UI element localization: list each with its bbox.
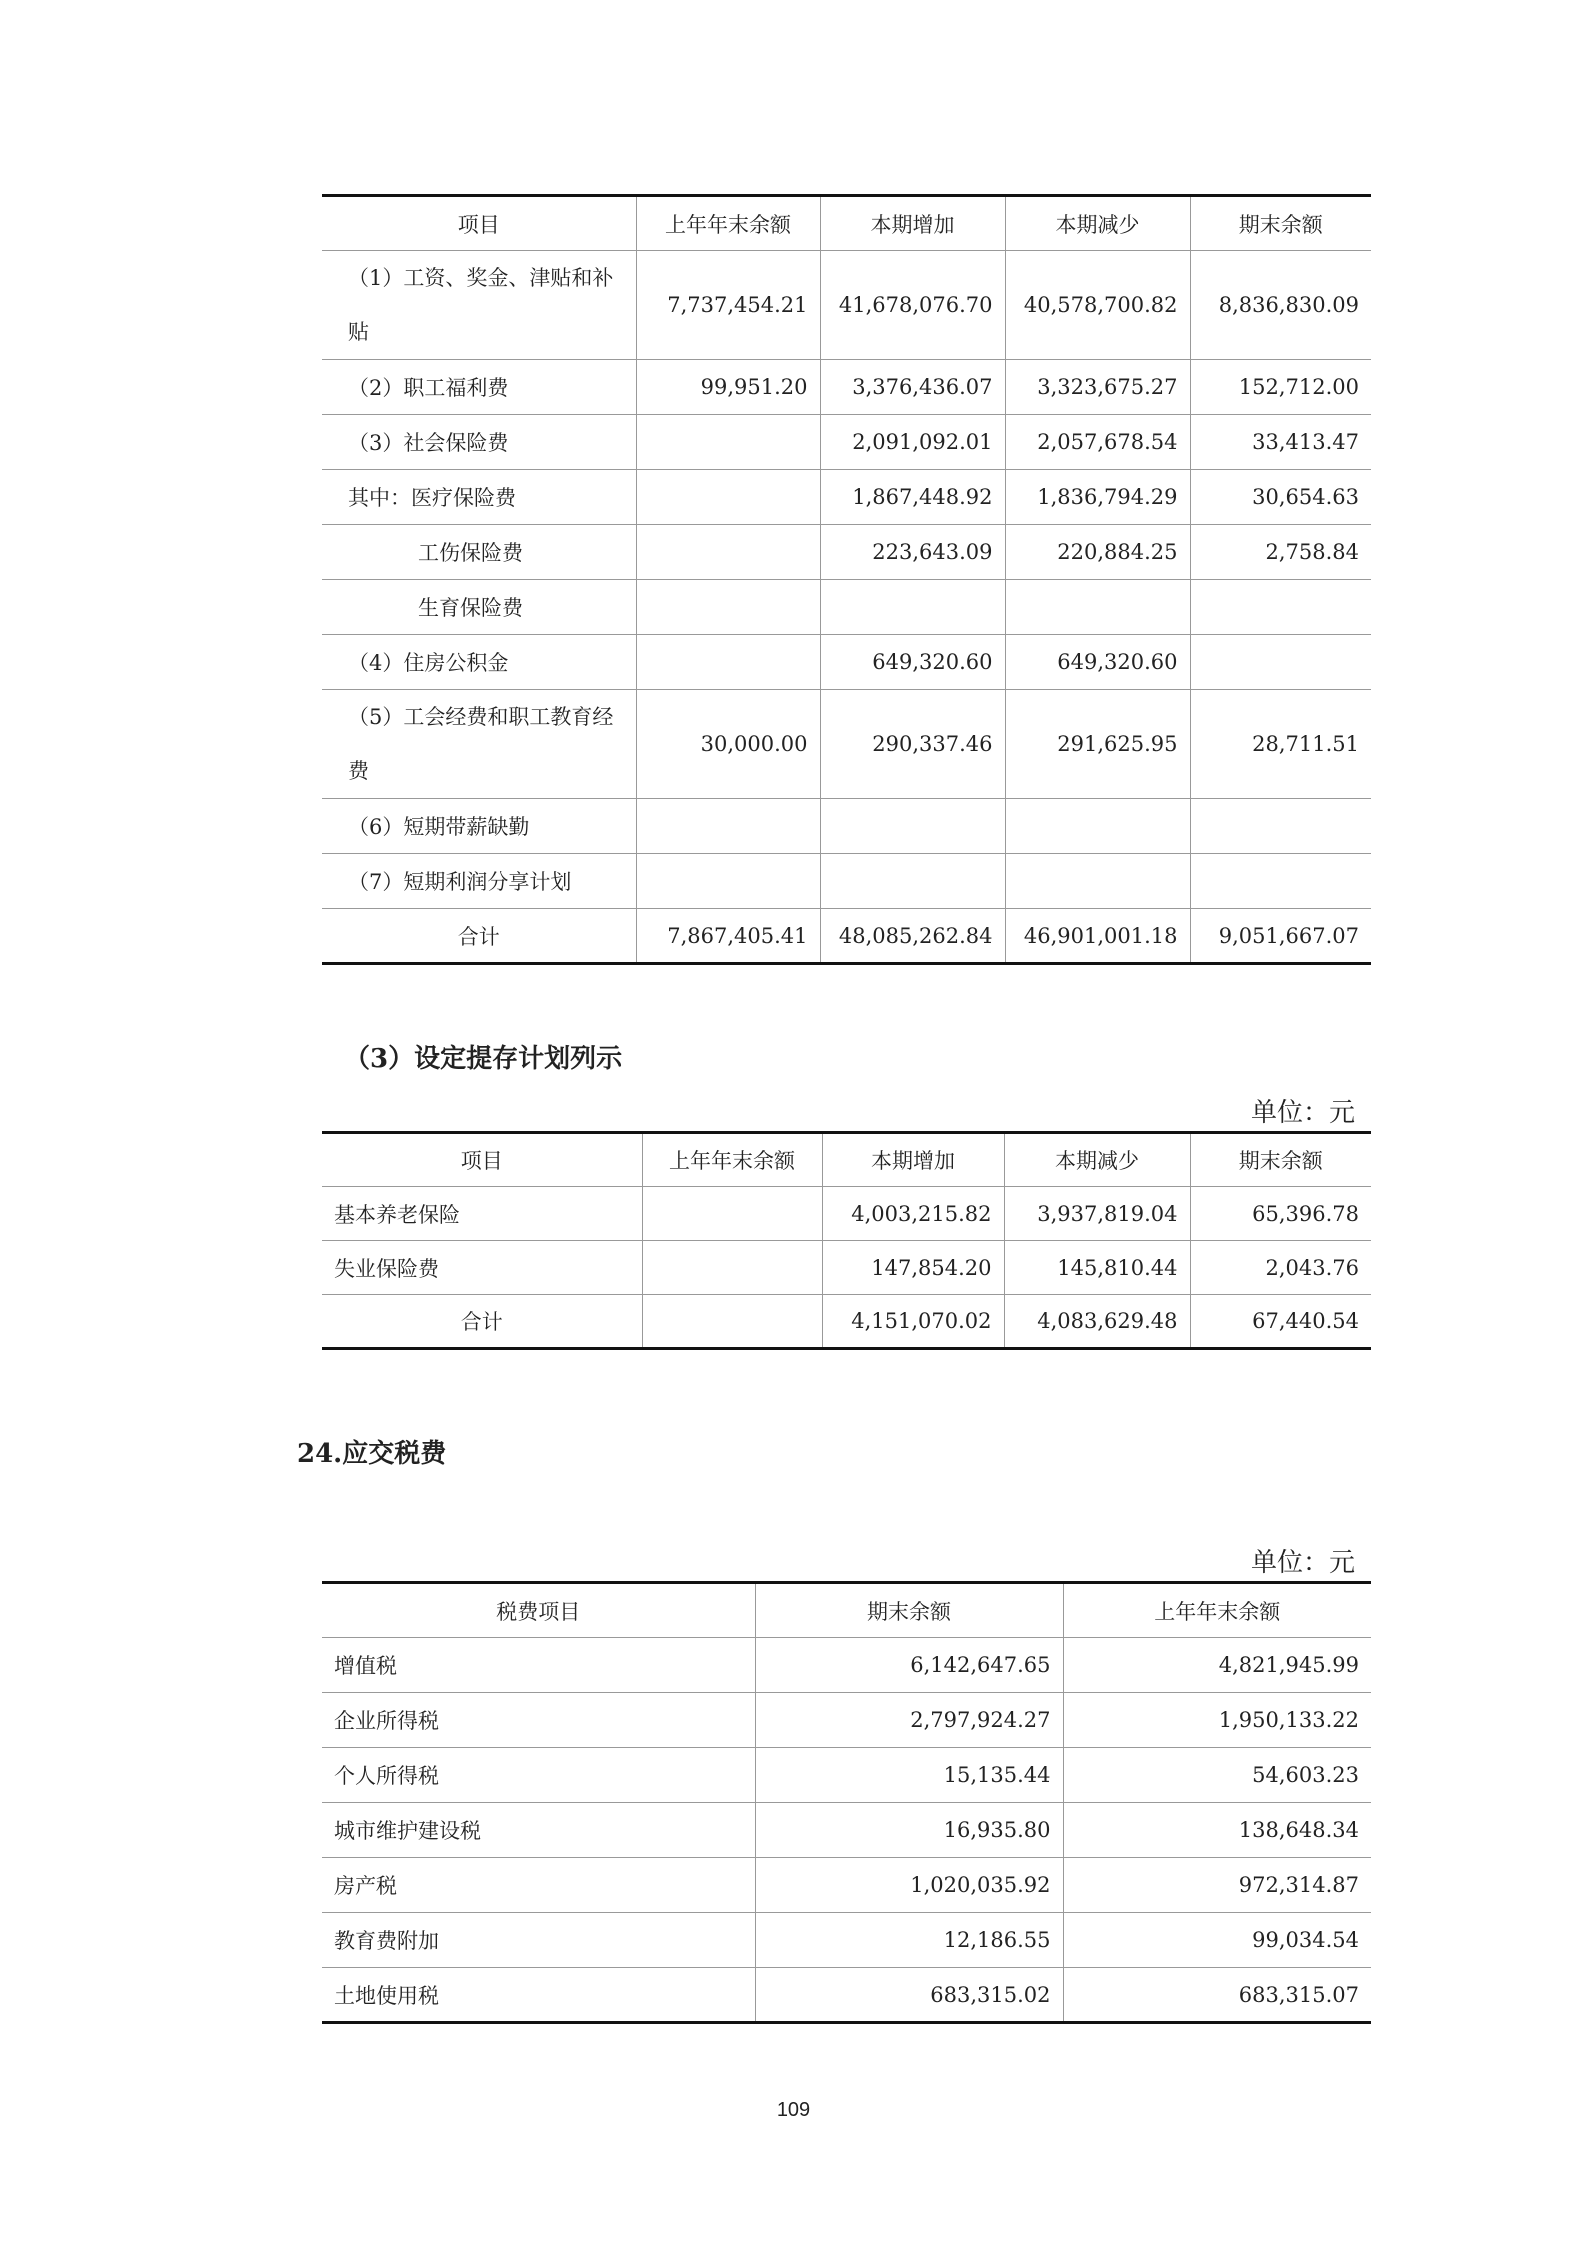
cell-increase: 3,376,436.07 xyxy=(820,360,1005,415)
unit-label: 单位：元 xyxy=(1250,1098,1355,1128)
cell-decrease: 649,320.60 xyxy=(1005,635,1190,690)
column-header: 上年年末余额 xyxy=(636,196,820,251)
cell-decrease: 291,625.95 xyxy=(1005,690,1190,799)
table-row xyxy=(322,1968,1371,2023)
row-label: 失业保险费 xyxy=(322,1241,642,1295)
column-header: 本期减少 xyxy=(1004,1133,1190,1187)
row-label: 土地使用税 xyxy=(322,1968,755,2023)
column-header: 本期增加 xyxy=(820,196,1005,251)
row-label: （2）职工福利费 xyxy=(322,360,636,415)
cell-prev: 7,867,405.41 xyxy=(636,909,820,964)
cell-prev xyxy=(636,525,820,580)
row-label: 其中：医疗保险费 xyxy=(322,470,636,525)
cell-increase: 290,337.46 xyxy=(820,690,1005,799)
table-row xyxy=(322,360,1371,415)
column-header: 本期减少 xyxy=(1005,196,1190,251)
table-row xyxy=(322,690,1371,799)
cell-end: 12,186.55 xyxy=(755,1913,1063,1968)
cell-decrease: 40,578,700.82 xyxy=(1005,251,1190,360)
table-row xyxy=(322,525,1371,580)
cell-decrease: 2,057,678.54 xyxy=(1005,415,1190,470)
column-header: 上年年末余额 xyxy=(642,1133,822,1187)
row-label: 房产税 xyxy=(322,1858,755,1913)
cell-prev: 4,821,945.99 xyxy=(1063,1638,1371,1693)
row-label: （1）工资、奖金、津贴和补贴 xyxy=(322,251,636,360)
cell-end xyxy=(1190,854,1371,909)
cell-end: 33,413.47 xyxy=(1190,415,1371,470)
table-row xyxy=(322,1693,1371,1748)
row-label: 教育费附加 xyxy=(322,1913,755,1968)
table-row xyxy=(322,1241,1371,1295)
cell-prev xyxy=(636,580,820,635)
table-row xyxy=(322,580,1371,635)
table-row xyxy=(322,1187,1371,1241)
cell-prev: 972,314.87 xyxy=(1063,1858,1371,1913)
cell-end xyxy=(1190,580,1371,635)
row-label: 基本养老保险 xyxy=(322,1187,642,1241)
table-row xyxy=(322,1803,1371,1858)
cell-prev: 54,603.23 xyxy=(1063,1748,1371,1803)
cell-end: 1,020,035.92 xyxy=(755,1858,1063,1913)
table-row xyxy=(322,854,1371,909)
row-label: 企业所得税 xyxy=(322,1693,755,1748)
cell-decrease: 3,323,675.27 xyxy=(1005,360,1190,415)
cell-prev xyxy=(642,1295,822,1349)
row-label: （4）住房公积金 xyxy=(322,635,636,690)
cell-increase: 41,678,076.70 xyxy=(820,251,1005,360)
employee-pay-table xyxy=(322,194,1371,965)
cell-end: 6,142,647.65 xyxy=(755,1638,1063,1693)
table-row xyxy=(322,1858,1371,1913)
cell-decrease: 1,836,794.29 xyxy=(1005,470,1190,525)
table-row xyxy=(322,1748,1371,1803)
cell-increase: 2,091,092.01 xyxy=(820,415,1005,470)
cell-increase: 147,854.20 xyxy=(822,1241,1004,1295)
table-row xyxy=(322,635,1371,690)
cell-prev: 7,737,454.21 xyxy=(636,251,820,360)
cell-end: 30,654.63 xyxy=(1190,470,1371,525)
table-header-row xyxy=(322,1583,1371,1638)
taxes-payable-table xyxy=(322,1581,1371,2024)
cell-decrease: 4,083,629.48 xyxy=(1004,1295,1190,1349)
cell-prev xyxy=(642,1187,822,1241)
unit-label: 单位：元 xyxy=(1250,1548,1355,1578)
cell-end: 67,440.54 xyxy=(1190,1295,1371,1349)
cell-end: 65,396.78 xyxy=(1190,1187,1371,1241)
cell-increase: 649,320.60 xyxy=(820,635,1005,690)
row-label: 城市维护建设税 xyxy=(322,1803,755,1858)
cell-end: 28,711.51 xyxy=(1190,690,1371,799)
column-header: 本期增加 xyxy=(822,1133,1004,1187)
row-label: （5）工会经费和职工教育经费 xyxy=(322,690,636,799)
cell-end xyxy=(1190,799,1371,854)
table-header-row xyxy=(322,196,1371,251)
cell-decrease: 46,901,001.18 xyxy=(1005,909,1190,964)
table-header-row xyxy=(322,1133,1371,1187)
cell-end xyxy=(1190,635,1371,690)
cell-decrease: 145,810.44 xyxy=(1004,1241,1190,1295)
column-header: 税费项目 xyxy=(496,1599,581,1624)
row-label: 工伤保险费 xyxy=(322,525,636,580)
column-header: 期末余额 xyxy=(1190,196,1371,251)
cell-end: 16,935.80 xyxy=(755,1803,1063,1858)
row-label: （6）短期带薪缺勤 xyxy=(322,799,636,854)
cell-increase xyxy=(820,854,1005,909)
cell-end: 8,836,830.09 xyxy=(1190,251,1371,360)
section-title: （3）设定提存计划列示 xyxy=(344,1044,623,1074)
cell-decrease xyxy=(1005,854,1190,909)
page-number: 109 xyxy=(776,2099,811,2121)
cell-increase: 4,003,215.82 xyxy=(822,1187,1004,1241)
column-header: 项目 xyxy=(460,1149,503,1173)
cell-increase: 1,867,448.92 xyxy=(820,470,1005,525)
row-label: 合计 xyxy=(322,1295,642,1349)
cell-prev xyxy=(642,1241,822,1295)
cell-prev: 30,000.00 xyxy=(636,690,820,799)
column-header: 项目 xyxy=(322,196,636,251)
table-row xyxy=(322,1913,1371,1968)
column-header: 上年年末余额 xyxy=(1063,1583,1371,1638)
cell-increase xyxy=(820,580,1005,635)
cell-end: 15,135.44 xyxy=(755,1748,1063,1803)
cell-prev: 138,648.34 xyxy=(1063,1803,1371,1858)
cell-decrease: 220,884.25 xyxy=(1005,525,1190,580)
cell-end: 152,712.00 xyxy=(1190,360,1371,415)
column-header: 期末余额 xyxy=(1190,1133,1371,1187)
cell-prev xyxy=(636,635,820,690)
row-label: 增值税 xyxy=(322,1638,755,1693)
cell-increase: 48,085,262.84 xyxy=(820,909,1005,964)
cell-decrease xyxy=(1005,799,1190,854)
table-row xyxy=(322,1638,1371,1693)
cell-prev xyxy=(636,470,820,525)
table-row xyxy=(322,415,1371,470)
cell-decrease: 3,937,819.04 xyxy=(1004,1187,1190,1241)
cell-prev xyxy=(636,799,820,854)
cell-end: 9,051,667.07 xyxy=(1190,909,1371,964)
section-title: 24.应交税费 xyxy=(297,1439,447,1469)
defined-contribution-table xyxy=(322,1131,1371,1350)
cell-prev xyxy=(636,415,820,470)
row-label: 个人所得税 xyxy=(322,1748,755,1803)
cell-increase: 4,151,070.02 xyxy=(822,1295,1004,1349)
cell-prev: 99,034.54 xyxy=(1063,1913,1371,1968)
total-row xyxy=(322,909,1371,964)
table-row xyxy=(322,251,1371,360)
row-label: （3）社会保险费 xyxy=(322,415,636,470)
cell-increase: 223,643.09 xyxy=(820,525,1005,580)
column-header: 期末余额 xyxy=(755,1583,1063,1638)
cell-prev: 683,315.07 xyxy=(1063,1968,1371,2023)
cell-increase xyxy=(820,799,1005,854)
table-row xyxy=(322,470,1371,525)
cell-end: 683,315.02 xyxy=(755,1968,1063,2023)
cell-decrease xyxy=(1005,580,1190,635)
cell-end: 2,758.84 xyxy=(1190,525,1371,580)
cell-prev: 1,950,133.22 xyxy=(1063,1693,1371,1748)
row-label: 合计 xyxy=(322,909,636,964)
row-label: （7）短期利润分享计划 xyxy=(322,854,636,909)
cell-prev xyxy=(636,854,820,909)
cell-end: 2,043.76 xyxy=(1190,1241,1371,1295)
total-row xyxy=(322,1295,1371,1349)
cell-end: 2,797,924.27 xyxy=(755,1693,1063,1748)
cell-prev: 99,951.20 xyxy=(636,360,820,415)
row-label: 生育保险费 xyxy=(322,580,636,635)
table-row xyxy=(322,799,1371,854)
